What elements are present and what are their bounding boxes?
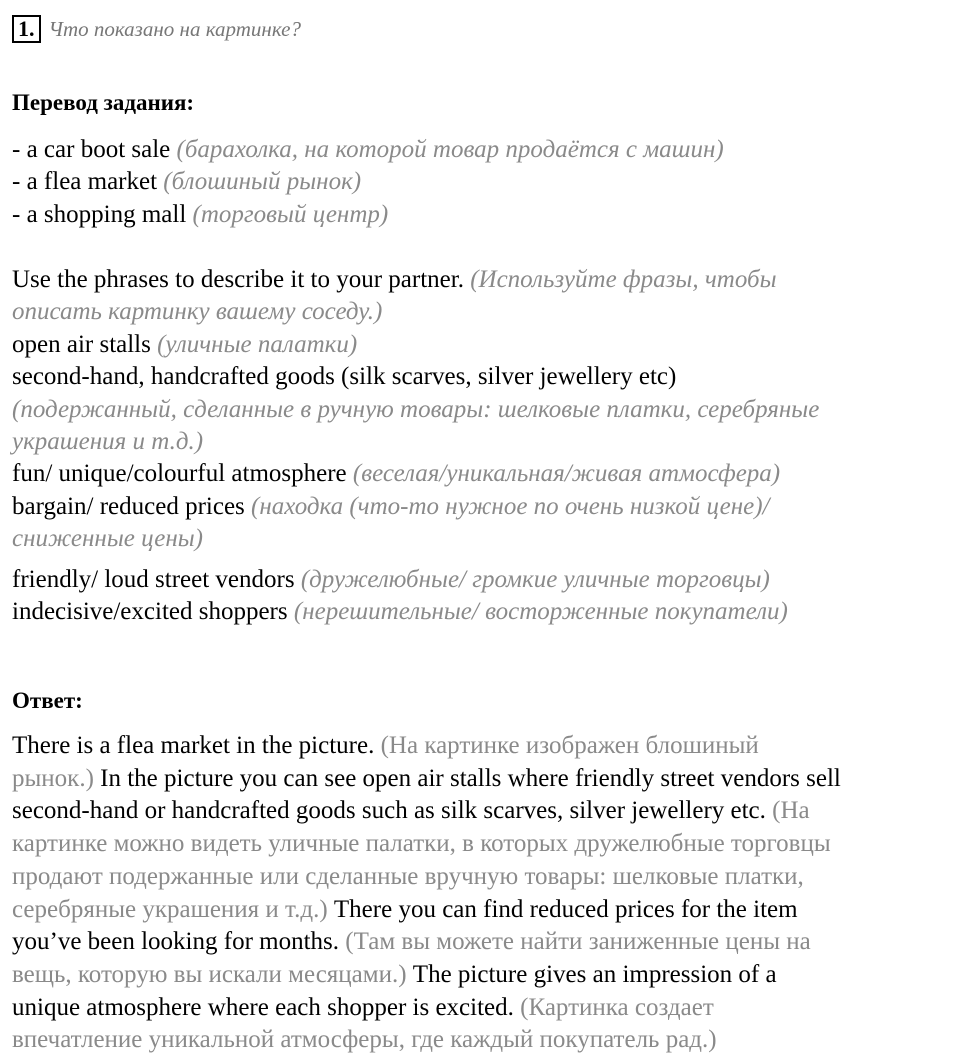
answer-line (12, 730, 957, 763)
answer-text (12, 730, 957, 1057)
answer-line (12, 959, 957, 992)
answer-line (12, 992, 957, 1025)
instruction-en: Use the phrases to describe it to your partner. (12, 266, 464, 293)
phrase-en: open air stalls (12, 330, 151, 358)
translation-heading: Перевод задания: (12, 90, 195, 115)
instruction-ru: (Используйте фразы, чтобы (470, 266, 777, 293)
answer-en: The picture gives an impression of a (412, 960, 777, 988)
answer-en: There you can find reduced prices for the item (333, 895, 798, 923)
answer-line (12, 926, 957, 959)
phrase-ru: (нерешительные/ восторженные покупатели) (293, 598, 788, 626)
task-question: Что показано на картинке? (48, 16, 301, 41)
phrase-item (12, 458, 957, 490)
answer-line (12, 894, 957, 927)
instruction-line (12, 264, 957, 296)
phrase-ru: (находка (что-то нужное по очень низкой цене)/ (251, 492, 770, 520)
option-ru: (блошиный рынок) (163, 168, 362, 196)
phrase-ru-cont: украшения и т.д.) (12, 428, 204, 456)
option-ru: (торговый центр) (192, 200, 389, 228)
phrase-en: friendly/ loud street vendors (12, 566, 295, 593)
phrase-item (12, 329, 957, 361)
instruction-ru-cont: описать картинку вашему соседу.) (12, 298, 383, 326)
option-en: - a flea market (12, 168, 158, 196)
answer-en: In the picture you can see open air stalls where friendly street vendors sell (100, 764, 841, 792)
answer-heading: Ответ: (12, 688, 83, 713)
option-ru: (барахолка, на которой товар продаётся с машин) (176, 136, 724, 163)
options-list (12, 134, 957, 231)
phrase-en: indecisive/excited shoppers (12, 598, 288, 626)
option-item (12, 166, 957, 198)
option-en: - a car boot sale (12, 136, 171, 163)
answer-ru: (На (772, 797, 810, 825)
answer-en: unique atmosphere where each shopper is excited. (12, 993, 514, 1021)
option-en: - a shopping mall (12, 200, 187, 228)
task-number: 1. (12, 15, 41, 43)
answer-en: second-hand or handcrafted goods such as silk scarves, silver jewellery etc. (12, 797, 766, 825)
answer-en: you’ve been looking for months. (12, 928, 340, 956)
phrase-en: bargain/ reduced prices (12, 492, 245, 520)
answer-line: картинке можно видеть уличные палатки, в которых дружелюбные торговцы (12, 830, 831, 858)
answer-ru: вещь, которую вы искали месяцами.) (12, 960, 407, 988)
phrases-block-2 (12, 564, 957, 629)
phrase-ru: (веселая/уникальная/живая атмосфера) (352, 460, 781, 488)
phrase-item: second-hand, handcrafted goods (silk scarves, silver jewellery etc) (12, 363, 677, 391)
answer-line: впечатление уникальной атмосферы, где каждый покупатель рад.) (12, 1026, 717, 1054)
phrase-ru: (дружелюбные/ громкие уличные торговцы) (300, 566, 770, 593)
phrase-item (12, 596, 957, 628)
answer-ru: (Там вы можете найти заниженные цены на (345, 928, 811, 956)
phrase-ru: (уличные палатки) (157, 330, 358, 358)
phrases-block (12, 264, 957, 556)
option-item (12, 134, 957, 166)
option-item (12, 199, 957, 231)
phrase-ru-cont: сниженные цены) (12, 525, 203, 553)
phrase-en: fun/ unique/colourful atmosphere (12, 460, 347, 488)
phrase-item (12, 491, 957, 523)
task-header (12, 14, 301, 44)
answer-ru: серебряные украшения и т.д.) (12, 895, 328, 923)
answer-ru: (Картинка создает (520, 993, 714, 1021)
phrase-ru: (подержанный, сделанные в ручную товары: шелковые платки, серебряные (12, 395, 820, 423)
answer-line (12, 763, 957, 796)
phrase-item (12, 564, 957, 596)
answer-line: продают подержанные или сделанные вручную товары: шелковые платки, (12, 862, 804, 890)
answer-line (12, 795, 957, 828)
answer-en: There is a flea market in the picture. (12, 732, 375, 759)
answer-ru: (На картинке изображен блошиный (380, 732, 759, 759)
answer-ru: рынок.) (12, 764, 94, 792)
